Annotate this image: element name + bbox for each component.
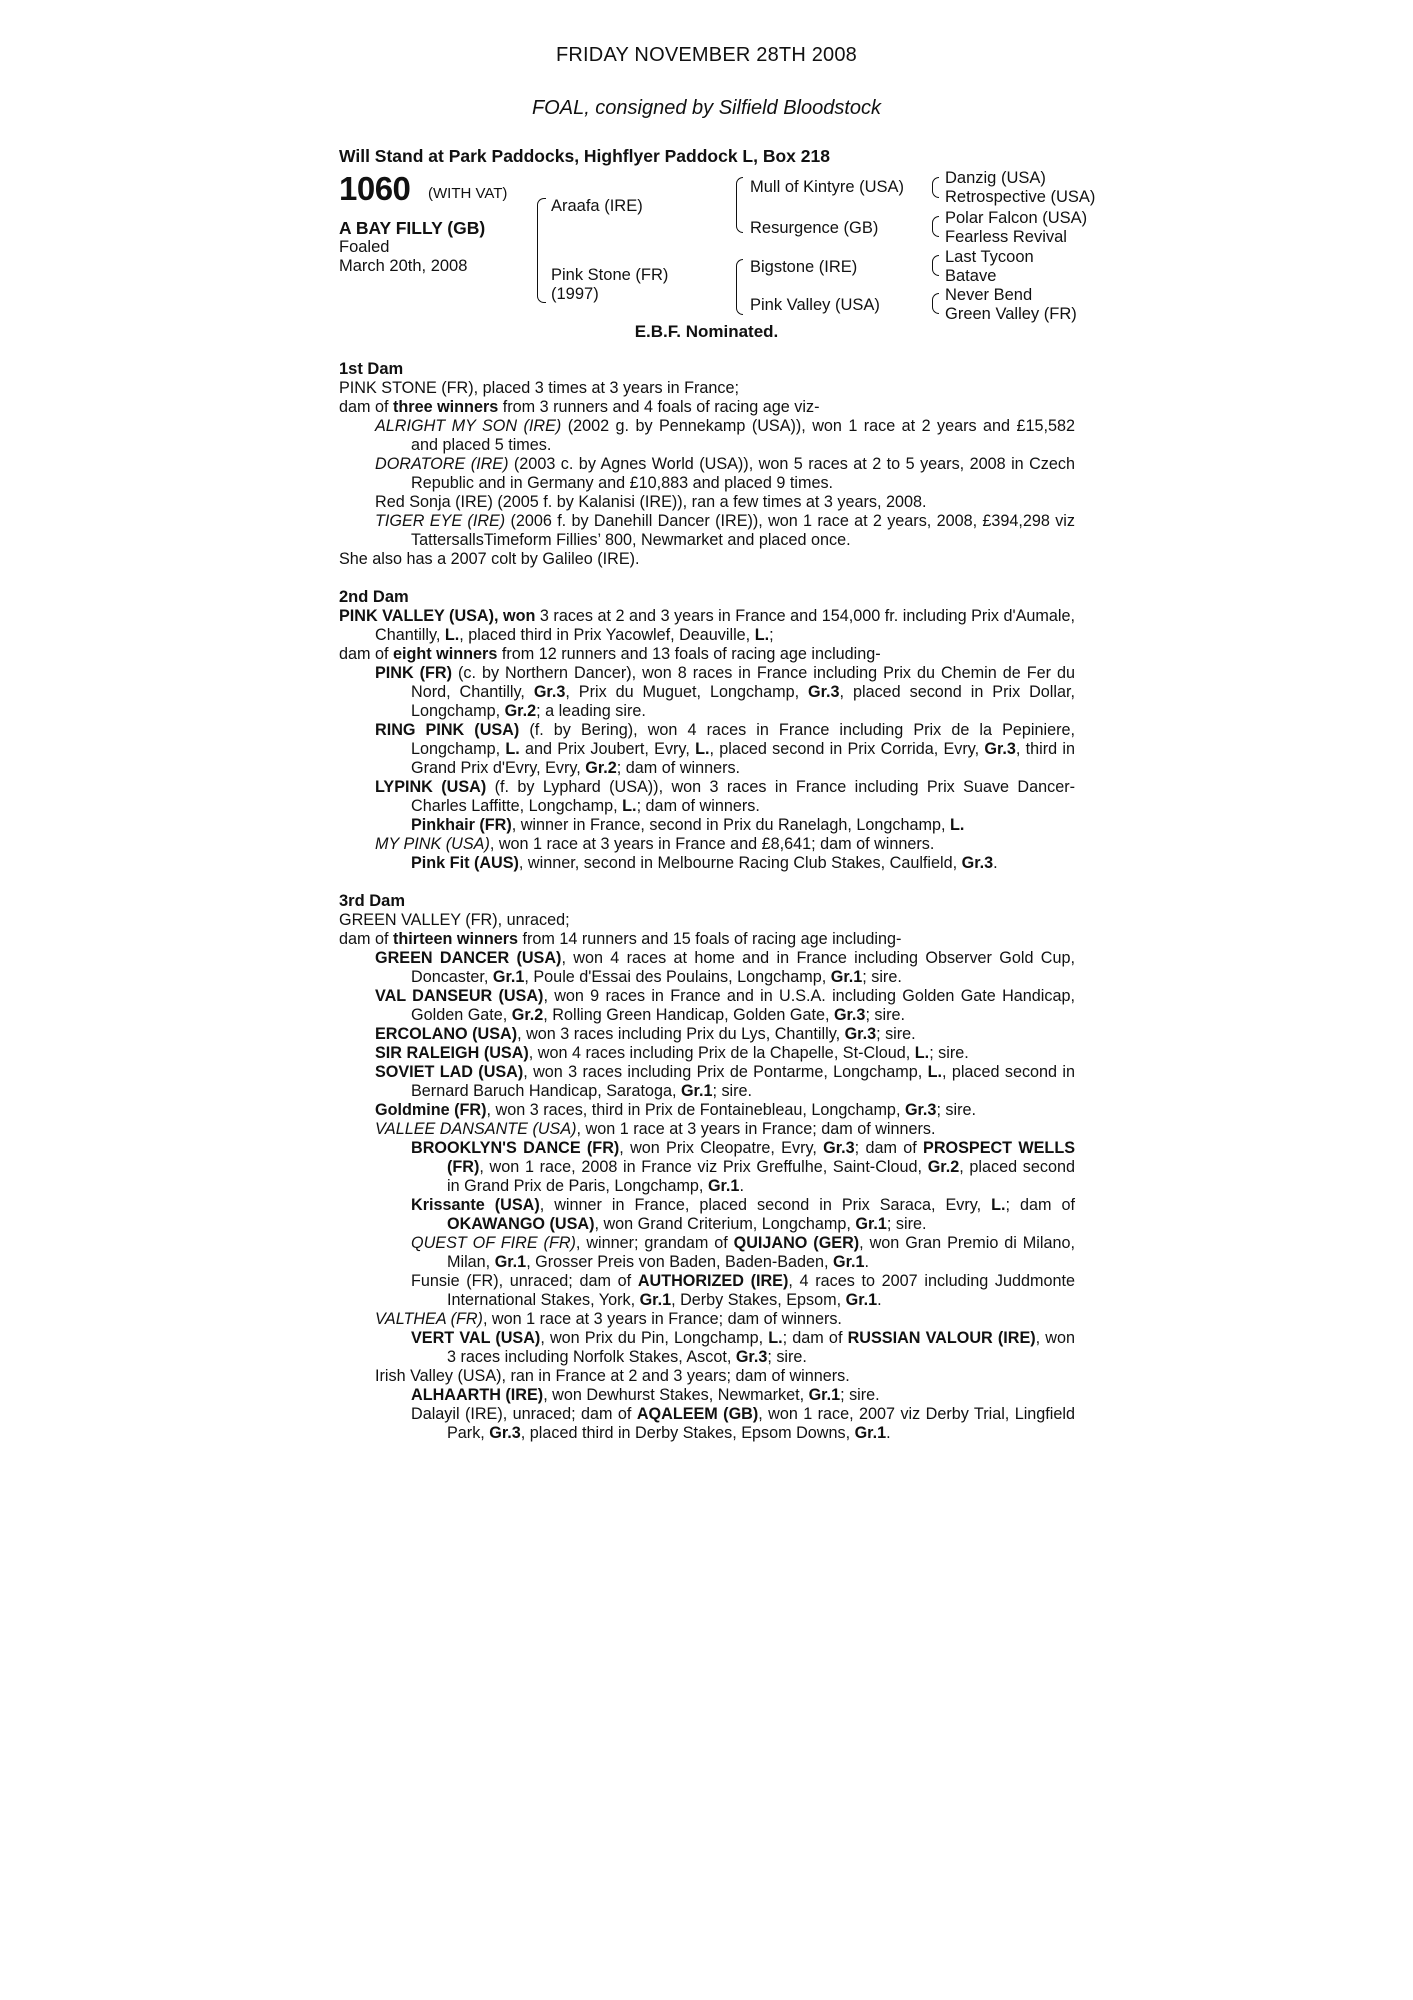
third-dam-produce-summary: dam of thirteen winners from 14 runners and 15 foals of racing age including-: [339, 930, 902, 948]
lot-description: A BAY FILLY (GB): [339, 218, 486, 238]
first-dam-produce-summary: dam of three winners from 3 runners and 4 foals of racing age viz-: [339, 398, 820, 416]
pedigree-g3-3: Polar Falcon (USA): [945, 209, 1088, 227]
third-dam-heading: 3rd Dam: [339, 892, 406, 910]
produce-entry: VERT VAL (USA), won Prix du Pin, Longchamp, L.; dam of RUSSIAN VALOUR (IRE), won 3 races including Norfolk Stakes, Ascot, Gr.3; sire.: [411, 1329, 1075, 1366]
foaled-date: March 20th, 2008: [339, 257, 468, 275]
brace-gen2b-bottom: [736, 278, 743, 315]
produce-entry: LYPINK (USA) (f. by Lyphard (USA)), won 3 races in France including Prix Suave Dancer-Charles Laffitte, Longchamp, L.; dam of winners.: [375, 778, 1076, 815]
produce-entry: ALRIGHT MY SON (IRE) (2002 g. by Pennekamp (USA)), won 1 race at 2 years and £15,582 and placed 5 times.: [375, 417, 1075, 454]
produce-entry: Red Sonja (IRE) (2005 f. by Kalanisi (IRE)), ran a few times at 3 years, 2008.: [375, 493, 927, 511]
produce-entry: Goldmine (FR), won 3 races, third in Prix de Fontainebleau, Longchamp, Gr.3; sire.: [375, 1101, 977, 1119]
lot-number: 1060: [339, 170, 411, 207]
produce-entry: VALTHEA (FR), won 1 race at 3 years in France; dam of winners.: [375, 1310, 842, 1328]
produce-entry: DORATORE (IRE) (2003 c. by Agnes World (USA)), won 5 races at 2 to 5 years, 2008 in Czech Republic and in Germany and £10,883 and placed 9 times.: [375, 455, 1075, 492]
pedigree-dam-sire: Bigstone (IRE): [750, 258, 858, 276]
sale-date: FRIDAY NOVEMBER 28TH 2008: [555, 44, 858, 66]
pedigree-g3-1: Danzig (USA): [945, 169, 1046, 187]
first-dam-heading: 1st Dam: [339, 360, 404, 378]
second-dam-section: [339, 588, 1075, 873]
produce-entry: RING PINK (USA) (f. by Bering), won 4 races in France including Prix de la Pepiniere, Longchamp, L. and Prix Joubert, Evry, L., placed second in Prix Corrida, Evry, Gr.3, third in Grand Prix d'Evry, Evry, Gr.2; dam of winners.: [375, 721, 1075, 777]
brace-gen3b-bottom: [932, 225, 939, 237]
consignment-line: FOAL, consigned by Silfield Bloodstock: [531, 97, 882, 119]
produce-entry: Krissante (USA), winner in France, placed second in Prix Saraca, Evry, L.; dam of OKAWANGO (USA), won Grand Criterium, Longchamp, Gr.1; sire.: [411, 1196, 1076, 1233]
pedigree-g3-5: Last Tycoon: [945, 248, 1034, 266]
pedigree-dam: Pink Stone (FR): [551, 266, 669, 284]
produce-entry: ALHAARTH (IRE), won Dewhurst Stakes, Newmarket, Gr.1; sire.: [411, 1386, 880, 1404]
produce-entry: ERCOLANO (USA), won 3 races including Prix du Lys, Chantilly, Gr.3; sire.: [375, 1025, 916, 1043]
produce-entry: Pink Fit (AUS), winner, second in Melbourne Racing Club Stakes, Caulfield, Gr.3.: [411, 854, 998, 872]
pedigree-g3-8: Green Valley (FR): [945, 305, 1077, 323]
second-dam-summary: PINK VALLEY (USA), won 3 races at 2 and 3 years in France and 154,000 fr. including Prix d'Aumale, Chantilly, L., placed third in Prix Yacowlef, Deauville, L.;: [339, 607, 1076, 644]
brace-gen1-top: [537, 198, 546, 252]
third-dam-summary: GREEN VALLEY (FR), unraced;: [339, 911, 570, 929]
pedigree-g3-4: Fearless Revival: [945, 228, 1067, 246]
produce-entry: BROOKLYN'S DANCE (FR), won Prix Cleopatre, Evry, Gr.3; dam of PROSPECT WELLS (FR), won 1 race, 2008 in France viz Prix Greffulhe, Saint-Cloud, Gr.2, placed second in Grand Prix de Paris, Longchamp, Gr.1.: [411, 1139, 1075, 1195]
pedigree-sire: Araafa (IRE): [551, 197, 643, 215]
produce-entry: GREEN DANCER (USA), won 4 races at home and in France including Observer Gold Cup, Doncaster, Gr.1, Poule d'Essai des Poulains, Longchamp, Gr.1; sire.: [375, 949, 1075, 986]
produce-entry: MY PINK (USA), won 1 race at 3 years in France and £8,641; dam of winners.: [375, 835, 935, 853]
produce-entry: TIGER EYE (IRE) (2006 f. by Danehill Dancer (IRE)), won 1 race at 2 years, 2008, £394,298 viz TattersallsTimeform Fillies’ 800, Newmarket and placed once.: [375, 512, 1075, 549]
produce-entry: SOVIET LAD (USA), won 3 races including Prix de Pontarme, Longchamp, L., placed second in Bernard Baruch Handicap, Saratoga, Gr.1; sire.: [375, 1063, 1075, 1100]
brace-gen2b-top: [736, 259, 743, 280]
produce-entry: Dalayil (IRE), unraced; dam of AQALEEM (GB), won 1 race, 2007 viz Derby Trial, Lingfield Park, Gr.3, placed third in Derby Stakes, Epsom Downs, Gr.1.: [411, 1405, 1075, 1442]
produce-entry: VALLEE DANSANTE (USA), won 1 race at 3 years in France; dam of winners.: [375, 1120, 936, 1138]
pedigree-dam-year: (1997): [551, 285, 599, 303]
produce-entry: PINK (FR) (c. by Northern Dancer), won 8 races in France including Prix du Chemin de Fer du Nord, Chantilly, Gr.3, Prix du Muguet, Longchamp, Gr.3, placed second in Prix Dollar, Longchamp, Gr.2; a leading sire.: [375, 664, 1076, 720]
first-dam-section: [339, 360, 1075, 569]
second-dam-produce-summary: dam of eight winners from 12 runners and 13 foals of racing age including-: [339, 645, 881, 663]
produce-entry: Pinkhair (FR), winner in France, second in Prix du Ranelagh, Longchamp, L.: [411, 816, 965, 834]
pedigree-dam-dam: Pink Valley (USA): [750, 296, 880, 314]
brace-gen1-bottom: [537, 250, 546, 303]
produce-entry: Irish Valley (USA), ran in France at 2 and 3 years; dam of winners.: [375, 1367, 850, 1385]
ebf-nomination: E.B.F. Nominated.: [634, 322, 779, 341]
pedigree-g3-6: Batave: [945, 267, 997, 285]
produce-entry: QUEST OF FIRE (FR), winner; grandam of QUIJANO (GER), won Gran Premio di Milano, Milan, Gr.1, Grosser Preis von Baden, Baden-Baden, Gr.1.: [411, 1234, 1075, 1271]
brace-gen2a-top: [736, 177, 743, 198]
third-dam-section: [339, 892, 1075, 1443]
vat-note: (WITH VAT): [428, 185, 508, 202]
foaled-label: Foaled: [339, 238, 390, 256]
produce-entry: SIR RALEIGH (USA), won 4 races including Prix de la Chapelle, St-Cloud, L.; sire.: [375, 1044, 969, 1062]
pedigree-g3-2: Retrospective (USA): [945, 188, 1096, 206]
brace-gen3d-bottom: [932, 302, 939, 314]
produce-entry: VAL DANSEUR (USA), won 9 races in France and in U.S.A. including Golden Gate Handicap, Golden Gate, Gr.2, Rolling Green Handicap, Golden Gate, Gr.3; sire.: [375, 987, 1075, 1024]
brace-gen3a-bottom: [932, 186, 939, 198]
stand-location: Will Stand at Park Paddocks, Highflyer Paddock L, Box 218: [339, 146, 830, 166]
first-dam-summary: PINK STONE (FR), placed 3 times at 3 years in France;: [339, 379, 740, 397]
produce-entry: Funsie (FR), unraced; dam of AUTHORIZED (IRE), 4 races to 2007 including Juddmonte International Stakes, York, Gr.1, Derby Stakes, Epsom, Gr.1.: [411, 1272, 1076, 1309]
second-dam-heading: 2nd Dam: [339, 588, 409, 606]
catalogue-body: [339, 360, 1075, 1443]
produce-note: She also has a 2007 colt by Galileo (IRE).: [339, 550, 640, 568]
brace-gen3c-bottom: [932, 264, 939, 276]
pedigree-sire-sire: Mull of Kintyre (USA): [750, 178, 905, 196]
brace-gen2a-bottom: [736, 196, 743, 233]
pedigree-g3-7: Never Bend: [945, 286, 1033, 304]
pedigree-sire-dam: Resurgence (GB): [750, 219, 879, 237]
